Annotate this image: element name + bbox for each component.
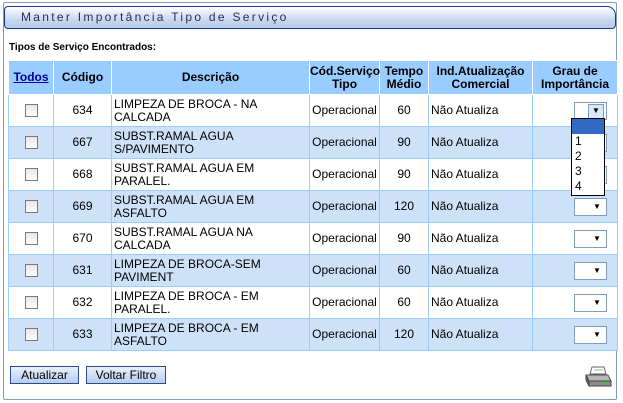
grau-cell [533,319,618,351]
row-checkbox-cell [9,255,54,287]
grau-select[interactable] [574,294,607,312]
codigo-cell: 670 [54,223,112,255]
row-checkbox-cell [9,159,54,191]
dropdown-option-1[interactable]: 1 [575,134,582,148]
codigo-cell: 634 [54,95,112,127]
grau-cell [533,287,618,319]
tempo-medio-cell: 120 [380,319,429,351]
ind-atualizacao-cell: Não Atualiza [429,159,533,191]
grau-select[interactable] [574,230,607,248]
ind-atualizacao-cell: Não Atualiza [429,287,533,319]
header-grau-importancia: Grau de Importância [533,61,618,95]
tempo-medio-cell: 60 [380,287,429,319]
codigo-cell: 633 [54,319,112,351]
dropdown-option-3[interactable]: 3 [575,164,582,178]
codigo-cell: 631 [54,255,112,287]
grau-cell [533,255,618,287]
chevron-down-icon[interactable]: ▼ [593,265,601,275]
grau-select[interactable] [574,198,607,216]
header-descricao: Descrição [112,61,310,95]
codigo-cell: 669 [54,191,112,223]
descricao-cell: LIMPEZA DE BROCA - NA CALCADA [112,95,310,127]
row-checkbox[interactable] [25,136,38,149]
tempo-medio-cell: 90 [380,223,429,255]
row-checkbox[interactable] [25,264,38,277]
table-row [9,191,618,223]
header-codigo: Código [54,61,112,95]
printer-icon[interactable] [584,365,612,389]
header-tempo-medio: Tempo Médio [380,61,429,95]
table-header-row [9,61,618,95]
table-row [9,95,618,127]
tipo-cell: Operacional [310,223,380,255]
row-checkbox[interactable] [25,328,38,341]
ind-atualizacao-cell: Não Atualiza [429,191,533,223]
voltar-filtro-button[interactable]: Voltar Filtro [86,366,166,384]
descricao-cell: SUBST.RAMAL AGUA EM ASFALTO [112,191,310,223]
chevron-down-icon[interactable]: ▼ [588,104,604,119]
row-checkbox-cell [9,191,54,223]
descricao-cell: LIMPEZA DE BROCA - EM PARALEL. [112,287,310,319]
grau-dropdown-list[interactable] [571,118,605,196]
tipo-cell: Operacional [310,127,380,159]
grau-select[interactable] [574,102,607,120]
tipo-cell: Operacional [310,95,380,127]
tipo-cell: Operacional [310,191,380,223]
tipo-cell: Operacional [310,159,380,191]
page-title: Manter Importância Tipo de Serviço [21,10,289,24]
table-row [9,319,618,351]
tempo-medio-cell: 90 [380,127,429,159]
row-checkbox-cell [9,127,54,159]
row-checkbox-cell [9,223,54,255]
table-row [9,127,618,159]
grau-cell [533,223,618,255]
row-checkbox[interactable] [25,104,38,117]
ind-atualizacao-cell: Não Atualiza [429,95,533,127]
header-ind-atualizacao: Ind.Atualização Comercial [429,61,533,95]
select-all-link[interactable]: Todos [9,61,54,95]
descricao-cell: LIMPEZA DE BROCA-SEM PAVIMENT [112,255,310,287]
row-checkbox-cell [9,287,54,319]
descricao-cell: LIMPEZA DE BROCA - EM ASFALTO [112,319,310,351]
tempo-medio-cell: 90 [380,159,429,191]
descricao-cell: SUBST.RAMAL AGUA NA CALCADA [112,223,310,255]
ind-atualizacao-cell: Não Atualiza [429,223,533,255]
chevron-down-icon[interactable]: ▼ [593,233,601,243]
descricao-cell: SUBST.RAMAL AGUA S/PAVIMENTO [112,127,310,159]
table-row [9,287,618,319]
dropdown-option-2[interactable]: 2 [575,149,582,163]
row-checkbox-cell [9,319,54,351]
tipo-cell: Operacional [310,287,380,319]
tipo-cell: Operacional [310,319,380,351]
chevron-down-icon[interactable]: ▼ [593,297,601,307]
table-row [9,255,618,287]
service-types-table [8,60,618,351]
ind-atualizacao-cell: Não Atualiza [429,127,533,159]
atualizar-button[interactable]: Atualizar [10,366,79,384]
codigo-cell: 632 [54,287,112,319]
codigo-cell: 667 [54,127,112,159]
row-checkbox[interactable] [25,296,38,309]
ind-atualizacao-cell: Não Atualiza [429,319,533,351]
dropdown-option-empty[interactable] [572,119,604,134]
grau-select[interactable] [574,326,607,344]
ind-atualizacao-cell: Não Atualiza [429,255,533,287]
title-bar [4,6,616,29]
dropdown-option-4[interactable]: 4 [575,179,582,193]
row-checkbox[interactable] [25,200,38,213]
tempo-medio-cell: 60 [380,95,429,127]
results-subtitle: Tipos de Serviço Encontrados: [9,42,157,53]
row-checkbox-cell [9,95,54,127]
tempo-medio-cell: 60 [380,255,429,287]
row-checkbox[interactable] [25,168,38,181]
chevron-down-icon[interactable]: ▼ [593,329,601,339]
row-checkbox[interactable] [25,232,38,245]
grau-select[interactable] [574,262,607,280]
tempo-medio-cell: 120 [380,191,429,223]
header-cod-servico-tipo: Cód.Serviço Tipo [310,61,380,95]
chevron-down-icon[interactable]: ▼ [593,201,601,211]
codigo-cell: 668 [54,159,112,191]
table-row [9,223,618,255]
table-row [9,159,618,191]
descricao-cell: SUBST.RAMAL AGUA EM PARALEL. [112,159,310,191]
tipo-cell: Operacional [310,255,380,287]
